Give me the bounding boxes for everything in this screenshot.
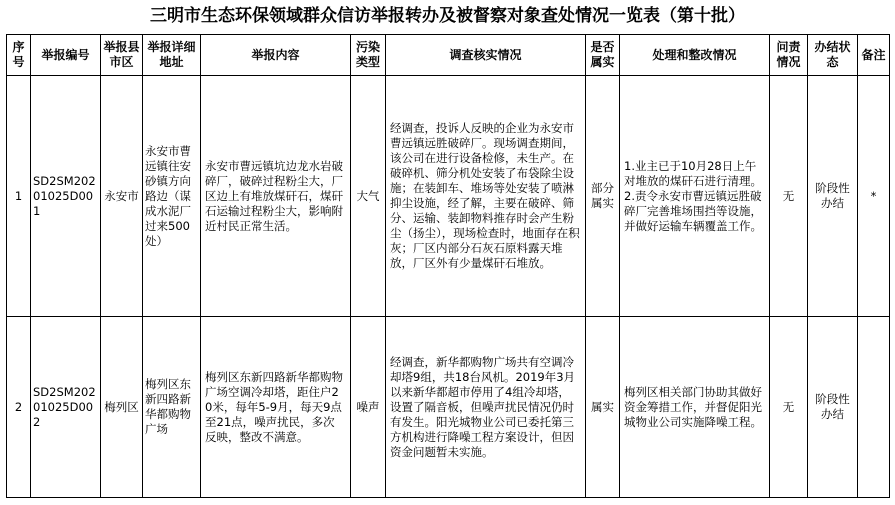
cell-status: 阶段性办结: [808, 76, 858, 317]
cell-pollution: 噪声: [351, 317, 386, 498]
cell-address: 永安市曹远镇往安砂镇方向路边（谋成水泥厂过来500处）: [143, 76, 201, 317]
cell-code: SD2SM20201025D002: [31, 317, 101, 498]
table-row: [7, 317, 890, 498]
col-header-content: 举报内容: [201, 35, 351, 76]
cell-status: 阶段性办结: [808, 317, 858, 498]
col-header-county: 举报县市区: [101, 35, 143, 76]
header-row: [7, 35, 890, 76]
report-table: [6, 34, 890, 498]
cell-pollution: 大气: [351, 76, 386, 317]
cell-investigation: 经调查，新华都购物广场共有空调冷却塔9组，共18台风机。2019年3月以来新华都超市停用了4组冷却塔，设置了隔音板，但噪声扰民情况仍时有发生。阳光城物业公司已委托第三方机构进行降噪工程方案设计，但因资金问题暂未实施。: [386, 317, 586, 498]
cell-county: 梅列区: [101, 317, 143, 498]
cell-verified: 属实: [586, 317, 620, 498]
cell-remark: *: [858, 76, 890, 317]
cell-address: 梅列区东新四路新华都购物广场: [143, 317, 201, 498]
page-title: 三明市生态环保领域群众信访举报转办及被督察对象查处情况一览表（第十批）: [150, 6, 745, 26]
col-header-code: 举报编号: [31, 35, 101, 76]
cell-handling: 梅列区相关部门协助其做好资金筹措工作，并督促阳光城物业公司实施降噪工程。: [620, 317, 770, 498]
col-header-address: 举报详细地址: [143, 35, 201, 76]
table-row: [7, 76, 890, 317]
cell-verified: 部分属实: [586, 76, 620, 317]
cell-remark: [858, 317, 890, 498]
col-header-investigation: 调查核实情况: [386, 35, 586, 76]
col-header-verified: 是否属实: [586, 35, 620, 76]
col-header-no: 序号: [7, 35, 31, 76]
cell-no: 1: [7, 76, 31, 317]
cell-code: SD2SM20201025D001: [31, 76, 101, 317]
cell-content: 永安市曹远镇坑边龙水岩破碎厂，破碎过程粉尘大，厂区边上有堆放煤矸石，煤矸石运输过程粉尘大，影响附近村民正常生活。: [201, 76, 351, 317]
col-header-handling: 处理和整改情况: [620, 35, 770, 76]
col-header-remark: 备注: [858, 35, 890, 76]
cell-investigation: 经调查，投诉人反映的企业为永安市曹远镇远胜破碎厂。现场调查期间，该公司在进行设备检修，未生产。在破碎机、筛分机处安装了布袋除尘设施；在装卸车、堆场等处安装了喷淋抑尘设施，经了解，主要在破碎、筛分、运输、装卸物料推存时会产生粉尘（扬尘），现场检查时，地面存在积灰；厂区内部分石灰石原料露天堆放，厂区外有少量煤矸石堆放。: [386, 76, 586, 317]
cell-accountability: 无: [770, 76, 808, 317]
col-header-pollution: 污染类型: [351, 35, 386, 76]
cell-county: 永安市: [101, 76, 143, 317]
cell-accountability: 无: [770, 317, 808, 498]
cell-no: 2: [7, 317, 31, 498]
cell-content: 梅列区东新四路新华都购物广场空调冷却塔，距住户20米，每年5-9月，每天9点至21点，噪声扰民，多次反映，整改不满意。: [201, 317, 351, 498]
col-header-accountability: 问责情况: [770, 35, 808, 76]
col-header-status: 办结状态: [808, 35, 858, 76]
cell-handling: 1.业主已于10月28日上午对堆放的煤矸石进行清理。 2.责令永安市曹远镇远胜破碎厂完善堆场围挡等设施，并做好运输车辆覆盖工作。: [620, 76, 770, 317]
